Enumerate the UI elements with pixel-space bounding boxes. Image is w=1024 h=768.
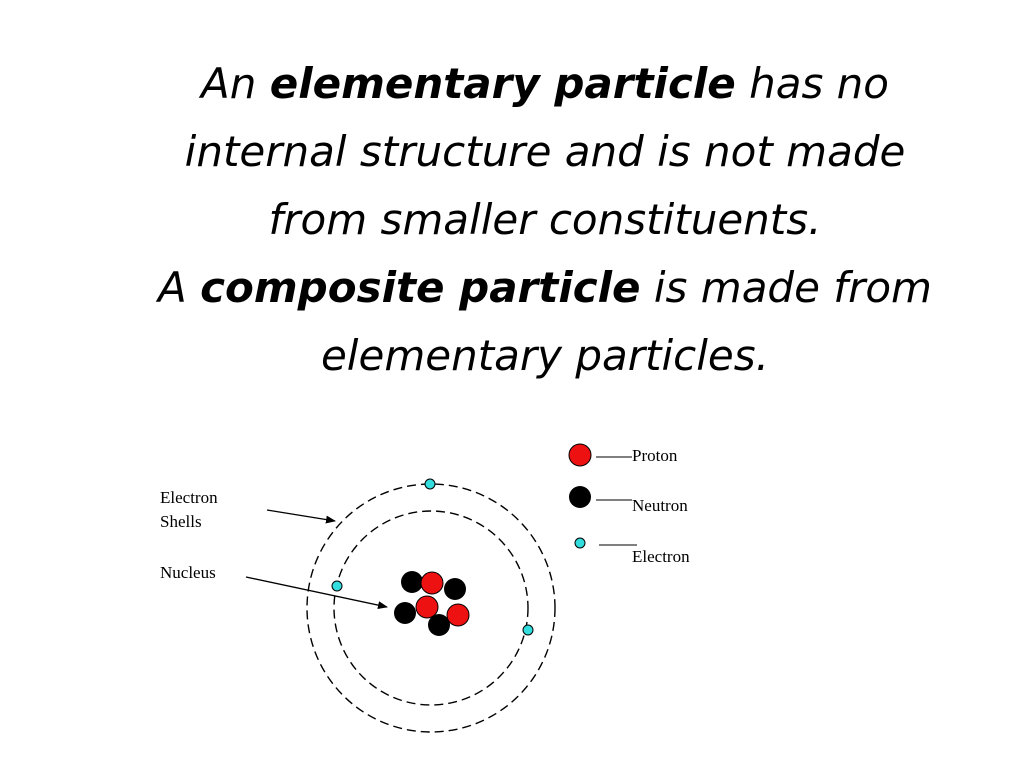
electron bbox=[523, 625, 533, 635]
electron-shells-arrow bbox=[267, 510, 335, 521]
term-elementary-particle: elementary particle bbox=[269, 59, 736, 108]
title-text: An bbox=[201, 59, 270, 108]
electron bbox=[425, 479, 435, 489]
proton bbox=[421, 572, 443, 594]
legend-electron-swatch bbox=[575, 538, 585, 548]
neutron bbox=[401, 571, 423, 593]
nucleus bbox=[394, 571, 469, 636]
term-composite-particle: composite particle bbox=[200, 263, 641, 312]
legend-electron-label: Electron bbox=[632, 547, 690, 566]
legend-neutron-swatch bbox=[569, 486, 591, 508]
title-text: A bbox=[158, 263, 201, 312]
legend-neutron-label: Neutron bbox=[632, 496, 688, 515]
legend bbox=[569, 444, 690, 566]
title-text: is made from bbox=[640, 263, 932, 312]
neutron bbox=[444, 578, 466, 600]
electron bbox=[332, 581, 342, 591]
neutron bbox=[394, 602, 416, 624]
title-line-2: internal structure and is not made bbox=[184, 127, 906, 176]
proton bbox=[416, 596, 438, 618]
proton bbox=[447, 604, 469, 626]
nucleus-arrow bbox=[246, 577, 387, 607]
electron-shells-label: Electron bbox=[160, 488, 218, 507]
title-text: has no bbox=[735, 59, 889, 108]
electron-shells-label: Shells bbox=[160, 512, 202, 531]
legend-proton-label: Proton bbox=[632, 446, 678, 465]
title-line-3: from smaller constituents. bbox=[268, 195, 822, 244]
title-line-5: elementary particles. bbox=[320, 331, 770, 380]
nucleus-label: Nucleus bbox=[160, 563, 216, 582]
legend-proton-swatch bbox=[569, 444, 591, 466]
